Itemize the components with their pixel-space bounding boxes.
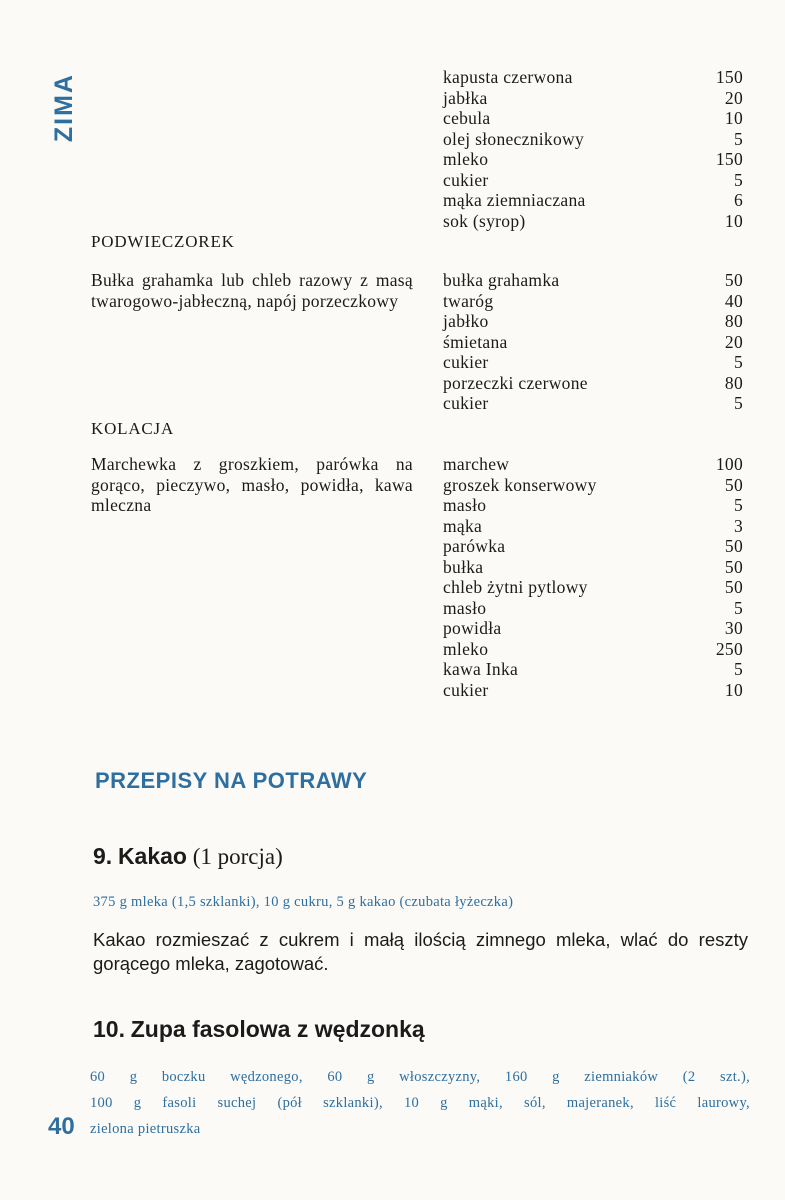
ingredient-row [443,108,743,129]
ingredient-amount: 5 [733,169,743,190]
ingredient-row [443,639,743,660]
ingredient-name: masło [443,495,487,515]
ingredient-row [443,680,743,701]
ingredient-name: bułka grahamka [443,270,560,290]
ingredient-name: cebula [443,108,491,128]
recipe-name: Kakao [117,843,187,869]
ingredient-name: twaróg [443,290,494,311]
recipe-10-ingredients-line-3: zielona pietruszka [90,1121,201,1137]
dinner-ingredients-list [443,67,743,231]
ingredient-name: kawa Inka [443,659,519,679]
ingredient-name: mąka [443,515,483,536]
ingredient-name: jabłko [443,311,489,331]
kolacja-description: Marchewka z groszkiem, parówka na gorąco, pieczywo, masło, powidła, kawa mleczna [91,454,413,515]
ingredient-name: cukier [443,169,489,190]
ingredient-row [443,516,743,537]
recipe-9-ingredients: 375 g mleka (1,5 szklanki), 10 g cukru, 5 g kakao (czubata łyżeczka) [93,894,514,910]
ingredient-row [443,475,743,496]
ingredient-name: śmietana [443,331,508,352]
season-label: ZIMA [50,73,78,143]
ingredient-name: chleb żytni pytlowy [443,577,588,597]
podwieczorek-ingredients-list [443,270,743,414]
ingredient-amount: 5 [733,495,743,515]
ingredient-row [443,598,743,619]
podwieczorek-heading: PODWIECZOREK [91,232,235,251]
ingredient-name: masło [443,597,487,618]
ingredient-row [443,393,743,414]
ingredient-amount: 100 [715,454,743,474]
ingredient-row [443,352,743,373]
ingredient-row [443,659,743,680]
ingredient-amount: 150 [715,67,743,87]
recipe-number: 9. [93,843,113,869]
ingredient-amount: 5 [733,393,743,413]
ingredient-amount: 10 [724,210,743,231]
ingredient-amount: 50 [724,556,743,577]
ingredient-row [443,454,743,475]
recipe-9-title [93,843,283,870]
page-number: 40 [48,1113,75,1140]
recipe-name: Zupa fasolowa z wędzonką [130,1016,425,1042]
ingredient-name: mleko [443,638,489,659]
ingredient-row [443,495,743,516]
ingredient-row [443,332,743,353]
ingredient-amount: 80 [724,372,743,393]
ingredient-name: parówka [443,536,506,556]
recipe-number: 10. [93,1016,125,1042]
ingredient-amount: 30 [724,618,743,638]
ingredient-name: mąka ziemniaczana [443,190,586,210]
kolacja-heading: KOLACJA [91,419,175,438]
ingredient-name: olej słonecznikowy [443,128,584,149]
ingredient-amount: 80 [724,311,743,331]
section-title: PRZEPISY NA POTRAWY [95,768,368,793]
ingredient-name: cukier [443,352,489,372]
ingredient-name: bułka [443,556,484,577]
ingredient-amount: 250 [715,638,743,659]
recipe-9-instructions: Kakao rozmieszać z cukrem i małą ilością zimnego mleka, wlać do reszty gorącego mleka, zagotować. [93,929,748,974]
ingredient-amount: 10 [724,679,743,700]
ingredient-name: sok (syrop) [443,210,526,231]
ingredient-amount: 3 [733,515,743,536]
ingredient-name: kapusta czerwona [443,67,573,87]
ingredient-amount: 5 [733,128,743,149]
ingredient-row [443,170,743,191]
ingredient-amount: 150 [715,149,743,169]
ingredient-name: powidła [443,618,502,638]
ingredient-amount: 40 [724,290,743,311]
ingredient-row [443,88,743,109]
ingredient-amount: 50 [724,577,743,597]
recipe-10-title [93,1016,425,1043]
ingredient-row [443,129,743,150]
podwieczorek-description: Bułka grahamka lub chleb razowy z masą twarogowo-jabłeczną, napój porzeczkowy [91,270,413,311]
ingredient-row [443,536,743,557]
ingredient-row [443,211,743,232]
ingredient-amount: 50 [724,474,743,495]
ingredient-amount: 10 [724,108,743,128]
ingredient-amount: 5 [733,659,743,679]
ingredient-row [443,557,743,578]
ingredient-row [443,577,743,598]
ingredient-amount: 5 [733,597,743,618]
ingredient-name: marchew [443,454,510,474]
ingredient-name: cukier [443,679,489,700]
ingredient-row [443,618,743,639]
ingredient-row [443,373,743,394]
ingredient-amount: 5 [733,352,743,372]
ingredient-name: cukier [443,393,489,413]
ingredient-amount: 20 [724,331,743,352]
ingredient-amount: 50 [724,536,743,556]
ingredient-row [443,311,743,332]
ingredient-amount: 20 [724,87,743,108]
ingredient-row [443,149,743,170]
recipe-portion: (1 porcja) [192,844,283,869]
ingredient-name: porzeczki czerwone [443,372,588,393]
ingredient-name: groszek konserwowy [443,474,597,495]
ingredient-row [443,190,743,211]
ingredient-row [443,270,743,291]
kolacja-ingredients-list [443,454,743,700]
ingredient-name: jabłka [443,87,488,108]
ingredient-row [443,291,743,312]
ingredient-row [443,67,743,88]
recipe-10-ingredients-line-1: 60 g boczku wędzonego, 60 g włoszczyzny, 160 g ziemniaków (2 szt.), [90,1069,750,1085]
recipe-10-ingredients-line-2: 100 g fasoli suchej (pół szklanki), 10 g mąki, sól, majeranek, liść laurowy, [90,1095,750,1111]
ingredient-amount: 6 [733,190,743,210]
ingredient-name: mleko [443,149,489,169]
ingredient-amount: 50 [724,270,743,290]
